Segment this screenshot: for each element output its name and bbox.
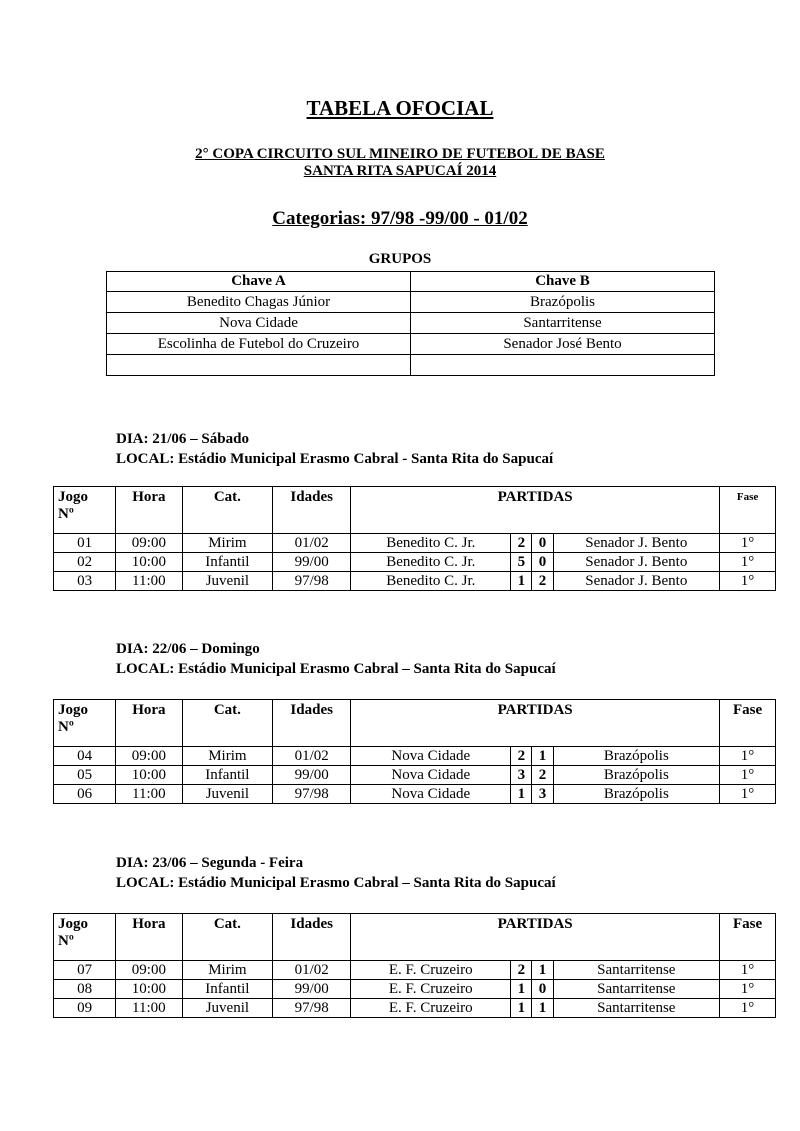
game-time: 11:00 — [116, 572, 182, 591]
col-fase-header: Fase — [720, 487, 776, 534]
game-time: 09:00 — [116, 747, 182, 766]
away-team: Senador J. Bento — [553, 534, 720, 553]
game-time: 09:00 — [116, 534, 182, 553]
game-number: 08 — [54, 980, 116, 999]
away-team: Santarritense — [553, 999, 720, 1018]
game-row — [54, 961, 776, 980]
game-ages: 99/00 — [273, 766, 351, 785]
game-number: 09 — [54, 999, 116, 1018]
away-team: Senador J. Bento — [553, 553, 720, 572]
home-score: 1 — [511, 572, 532, 591]
home-score: 2 — [511, 534, 532, 553]
home-score: 5 — [511, 553, 532, 572]
day-info — [116, 639, 556, 679]
game-category: Infantil — [182, 553, 273, 572]
home-team: Nova Cidade — [351, 785, 511, 804]
jogo-label: Jogo — [58, 489, 88, 505]
game-row — [54, 766, 776, 785]
home-team: Nova Cidade — [351, 747, 511, 766]
games-table — [53, 699, 776, 804]
col-cat-header: Cat. — [182, 700, 273, 747]
away-score: 0 — [532, 980, 553, 999]
col-partidas-header: PARTIDAS — [351, 700, 720, 747]
col-hora-header: Hora — [116, 914, 182, 961]
game-phase: 1° — [720, 980, 776, 999]
day-location: LOCAL: Estádio Municipal Erasmo Cabral – Santa Rita do Sapucaí — [116, 875, 556, 891]
group-b-team — [411, 355, 715, 376]
home-score: 2 — [511, 747, 532, 766]
game-ages: 97/98 — [273, 785, 351, 804]
groups-heading: GRUPOS — [368, 251, 432, 267]
home-score: 2 — [511, 961, 532, 980]
group-b-team: Santarritense — [411, 313, 715, 334]
group-a-header: Chave A — [107, 272, 411, 292]
game-number: 04 — [54, 747, 116, 766]
games-header-row — [54, 487, 776, 534]
col-idades-header: Idades — [273, 914, 351, 961]
game-phase: 1° — [720, 961, 776, 980]
away-score: 1 — [532, 747, 553, 766]
home-team: E. F. Cruzeiro — [351, 999, 511, 1018]
game-phase: 1° — [720, 534, 776, 553]
game-category: Juvenil — [182, 999, 273, 1018]
col-fase-header: Fase — [720, 914, 776, 961]
game-phase: 1° — [720, 553, 776, 572]
game-time: 11:00 — [116, 999, 182, 1018]
jogo-label: Jogo — [58, 702, 88, 718]
game-time: 11:00 — [116, 785, 182, 804]
col-partidas-header: PARTIDAS — [351, 914, 720, 961]
away-team: Santarritense — [553, 980, 720, 999]
games-table — [53, 486, 776, 591]
numero-label: Nº — [58, 506, 74, 522]
game-time: 10:00 — [116, 980, 182, 999]
game-phase: 1° — [720, 747, 776, 766]
day-date: DIA: 23/06 – Segunda - Feira — [116, 855, 304, 871]
group-b-header: Chave B — [411, 272, 715, 292]
away-team: Santarritense — [553, 961, 720, 980]
day-info — [116, 853, 556, 893]
away-score: 1 — [532, 961, 553, 980]
away-score: 3 — [532, 785, 553, 804]
game-category: Infantil — [182, 980, 273, 999]
game-number: 05 — [54, 766, 116, 785]
game-number: 01 — [54, 534, 116, 553]
away-score: 0 — [532, 553, 553, 572]
col-idades-header: Idades — [273, 487, 351, 534]
home-team: Nova Cidade — [351, 766, 511, 785]
away-score: 0 — [532, 534, 553, 553]
home-score: 1 — [511, 999, 532, 1018]
group-b-team: Brazópolis — [411, 292, 715, 313]
game-phase: 1° — [720, 766, 776, 785]
home-score: 1 — [511, 785, 532, 804]
group-a-team — [107, 355, 411, 376]
col-jogo-header — [54, 700, 116, 747]
game-row — [54, 747, 776, 766]
group-row — [107, 313, 715, 334]
game-category: Infantil — [182, 766, 273, 785]
categories-heading: Categorias: 97/98 -99/00 - 01/02 — [272, 208, 528, 229]
game-ages: 97/98 — [273, 572, 351, 591]
day-location: LOCAL: Estádio Municipal Erasmo Cabral - Santa Rita do Sapucaí — [116, 451, 554, 467]
game-number: 06 — [54, 785, 116, 804]
numero-label: Nº — [58, 933, 74, 949]
day-info — [116, 429, 553, 469]
day-date: DIA: 21/06 – Sábado — [116, 431, 249, 447]
col-cat-header: Cat. — [182, 487, 273, 534]
home-team: E. F. Cruzeiro — [351, 961, 511, 980]
away-team: Brazópolis — [553, 785, 720, 804]
game-ages: 99/00 — [273, 980, 351, 999]
group-a-team: Benedito Chagas Júnior — [107, 292, 411, 313]
col-fase-header: Fase — [720, 700, 776, 747]
game-ages: 01/02 — [273, 747, 351, 766]
day-date: DIA: 22/06 – Domingo — [116, 641, 260, 657]
groups-table — [106, 271, 715, 376]
game-row — [54, 999, 776, 1018]
game-row — [54, 980, 776, 999]
game-row — [54, 785, 776, 804]
away-score: 2 — [532, 766, 553, 785]
col-hora-header: Hora — [116, 487, 182, 534]
game-time: 09:00 — [116, 961, 182, 980]
game-row — [54, 572, 776, 591]
away-score: 2 — [532, 572, 553, 591]
col-cat-header: Cat. — [182, 914, 273, 961]
jogo-label: Jogo — [58, 916, 88, 932]
game-ages: 01/02 — [273, 961, 351, 980]
page-title: TABELA OFOCIAL — [306, 96, 494, 120]
game-phase: 1° — [720, 572, 776, 591]
col-idades-header: Idades — [273, 700, 351, 747]
groups-header-row — [107, 272, 715, 292]
away-score: 1 — [532, 999, 553, 1018]
competition-title-line-2: SANTA RITA SAPUCAÍ 2014 — [303, 163, 497, 179]
games-header-row — [54, 914, 776, 961]
game-number: 07 — [54, 961, 116, 980]
col-jogo-header — [54, 487, 116, 534]
group-a-team: Escolinha de Futebol do Cruzeiro — [107, 334, 411, 355]
game-ages: 01/02 — [273, 534, 351, 553]
game-row — [54, 553, 776, 572]
group-row — [107, 334, 715, 355]
group-row — [107, 355, 715, 376]
game-phase: 1° — [720, 999, 776, 1018]
group-row — [107, 292, 715, 313]
col-hora-header: Hora — [116, 700, 182, 747]
games-header-row — [54, 700, 776, 747]
game-category: Mirim — [182, 747, 273, 766]
game-row — [54, 534, 776, 553]
home-team: E. F. Cruzeiro — [351, 980, 511, 999]
game-time: 10:00 — [116, 553, 182, 572]
away-team: Brazópolis — [553, 766, 720, 785]
game-ages: 97/98 — [273, 999, 351, 1018]
game-phase: 1° — [720, 785, 776, 804]
games-table — [53, 913, 776, 1018]
home-score: 1 — [511, 980, 532, 999]
game-time: 10:00 — [116, 766, 182, 785]
away-team: Senador J. Bento — [553, 572, 720, 591]
competition-title-line-1: 2° COPA CIRCUITO SUL MINEIRO DE FUTEBOL DE BASE — [195, 146, 605, 162]
away-team: Brazópolis — [553, 747, 720, 766]
col-partidas-header: PARTIDAS — [351, 487, 720, 534]
group-b-team: Senador José Bento — [411, 334, 715, 355]
game-ages: 99/00 — [273, 553, 351, 572]
home-team: Benedito C. Jr. — [351, 572, 511, 591]
game-category: Mirim — [182, 961, 273, 980]
game-number: 03 — [54, 572, 116, 591]
home-team: Benedito C. Jr. — [351, 534, 511, 553]
numero-label: Nº — [58, 719, 74, 735]
col-jogo-header — [54, 914, 116, 961]
competition-title — [0, 146, 800, 180]
day-location: LOCAL: Estádio Municipal Erasmo Cabral – Santa Rita do Sapucaí — [116, 661, 556, 677]
game-category: Juvenil — [182, 785, 273, 804]
game-number: 02 — [54, 553, 116, 572]
game-category: Juvenil — [182, 572, 273, 591]
group-a-team: Nova Cidade — [107, 313, 411, 334]
home-team: Benedito C. Jr. — [351, 553, 511, 572]
home-score: 3 — [511, 766, 532, 785]
game-category: Mirim — [182, 534, 273, 553]
